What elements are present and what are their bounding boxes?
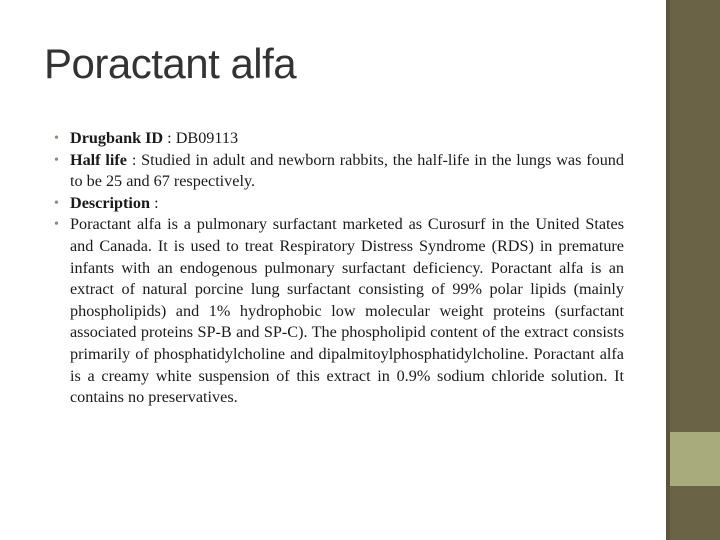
bullet-icon: • — [54, 217, 59, 233]
bullet-list — [54, 128, 624, 409]
bullet-text: : Studied in adult and newborn rabbits, the half-life in the lungs was found to be 25 and 67 respectively. — [70, 150, 624, 191]
slide-title: Poractant alfa — [44, 40, 297, 87]
bullet-icon: • — [54, 195, 59, 211]
bullet-label: Half life — [70, 150, 127, 169]
bullet-half-life — [54, 150, 624, 193]
bullet-drugbank-id — [54, 128, 624, 150]
bullet-text: : DB09113 — [163, 129, 239, 147]
bullet-icon: • — [54, 152, 59, 168]
bullet-text: Poractant alfa is a pulmonary surfactant marketed as Curosurf in the United States and Canada. It is used to treat Respiratory Distress Syndrome (RDS) in premature infants with an endogenous pulmonary surfactant deficiency. Poractant alfa is an extract of natural porcine lung surfactant consisting of 99% polar lipids (mainly phospholipids) and 1% hydrophobic low molecular weight proteins (surfactant associated proteins SP-B and SP-C). The phospholipid content of the extract consists primarily of phosphatidylcholine and dipalmitoylphosphatidylcholine. Poractant alfa is a creamy white suspension of this extract in 0.9% sodium chloride solution. It contains no preservatives. — [70, 215, 624, 407]
bullet-label: Description — [70, 193, 151, 212]
sidebar-accent-block — [670, 432, 720, 486]
bullet-icon: • — [54, 131, 59, 146]
bullet-text: : — [150, 193, 159, 212]
bullet-label: Drugbank ID — [70, 129, 164, 147]
bullet-description — [54, 193, 624, 215]
bullet-description-body — [54, 214, 624, 408]
